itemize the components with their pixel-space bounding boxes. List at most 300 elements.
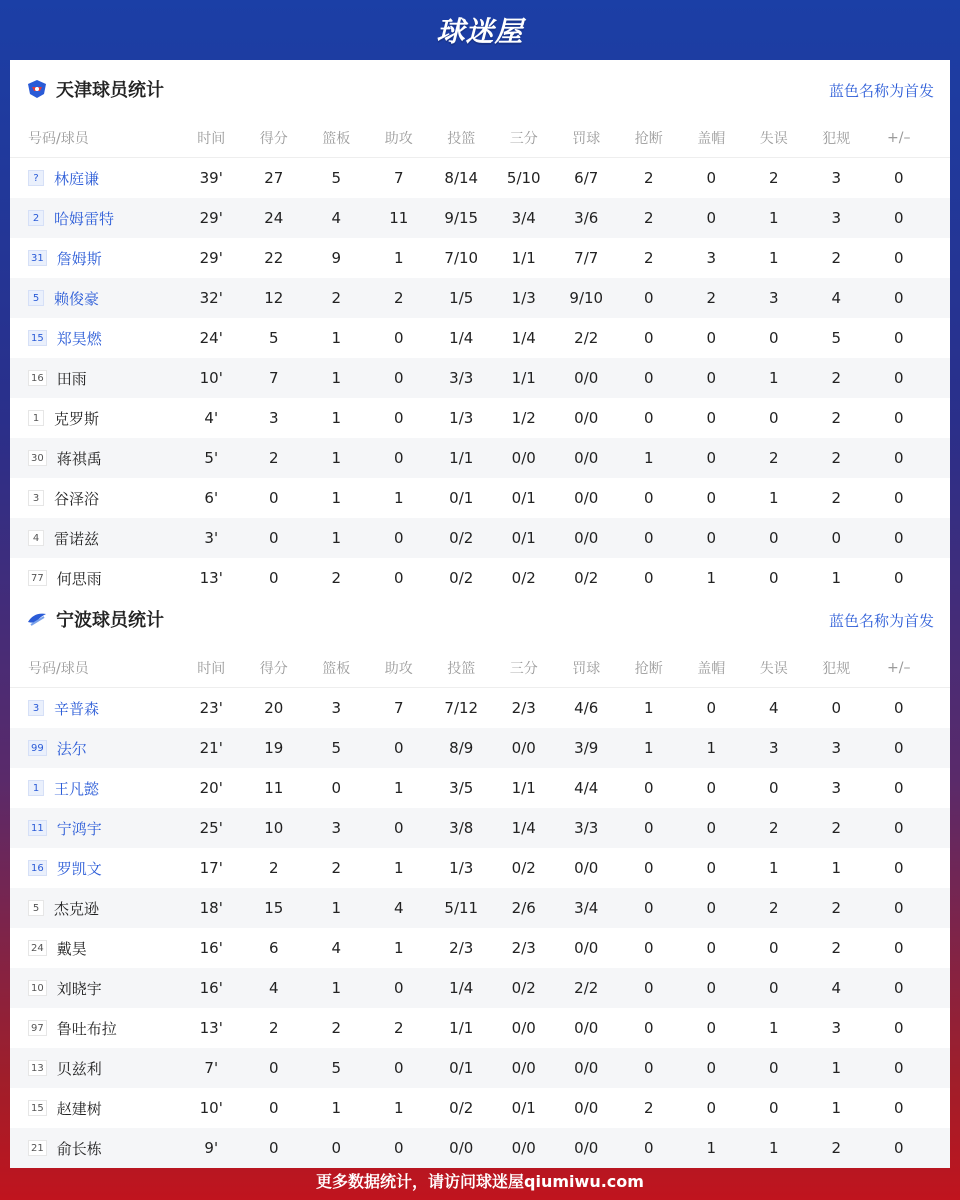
stat-cell: 0/0: [574, 1059, 599, 1077]
stat-cell: 7': [204, 1059, 219, 1077]
stat-cell: 0: [768, 409, 779, 427]
column-header: 犯规: [822, 130, 851, 147]
jersey-number-badge: 16: [28, 370, 47, 386]
table-row[interactable]: [10, 848, 950, 888]
player-name-link[interactable]: 法尔: [56, 739, 87, 758]
stat-cell: 1: [331, 409, 342, 427]
stat-cell: 0: [706, 939, 717, 957]
team-block-1: [10, 590, 950, 1158]
stat-cell: 13': [199, 1019, 223, 1037]
stat-cell: 0: [643, 489, 654, 507]
jersey-number-badge: 30: [28, 450, 47, 466]
stat-cell: 2: [393, 1019, 404, 1037]
stat-cell: 20: [264, 699, 284, 717]
stat-cell: 0: [393, 529, 404, 547]
stat-cell: 0/0: [574, 489, 599, 507]
stat-cell: 2: [831, 489, 842, 507]
stat-cell: 0: [768, 569, 779, 587]
player-name-link[interactable]: 赖俊豪: [54, 289, 100, 308]
player-name-link[interactable]: 鲁吐布拉: [56, 1019, 117, 1038]
stat-cell: 0: [643, 779, 654, 797]
stat-cell: 0: [768, 939, 779, 957]
jersey-number-badge: 5: [28, 900, 44, 916]
jersey-number-badge: 4: [28, 530, 44, 546]
stat-cell: 0: [643, 819, 654, 837]
table-row[interactable]: [10, 1088, 950, 1128]
stat-cell: 2/2: [574, 329, 599, 347]
stat-cell: 15: [264, 899, 284, 917]
stat-cell: 0/2: [449, 569, 474, 587]
stat-cell: 16': [199, 979, 223, 997]
stat-cell: 2: [331, 569, 342, 587]
player-name-link[interactable]: 克罗斯: [54, 409, 100, 428]
stat-cell: 1/3: [449, 859, 474, 877]
stat-cell: 1: [393, 859, 404, 877]
stat-cell: 1: [393, 249, 404, 267]
player-name-link[interactable]: 刘晓宇: [56, 979, 102, 998]
stat-cell: 17': [199, 859, 223, 877]
stat-cell: 3/6: [574, 209, 599, 227]
stat-cell: 0: [893, 489, 904, 507]
stat-cell: 0: [893, 369, 904, 387]
stat-cell: 0: [706, 409, 717, 427]
footer-banner[interactable]: [0, 1160, 960, 1200]
stat-cell: 0: [643, 899, 654, 917]
stat-cell: 0: [893, 819, 904, 837]
stat-cell: 0: [643, 409, 654, 427]
stat-cell: 0: [643, 979, 654, 997]
stat-cell: 1/3: [511, 289, 536, 307]
table-row[interactable]: [10, 158, 950, 198]
stat-cell: 0: [893, 1019, 904, 1037]
player-cell: [10, 248, 180, 269]
stat-cell: 0: [893, 289, 904, 307]
table-row[interactable]: [10, 928, 950, 968]
stat-cell: 18': [199, 899, 223, 917]
player-name-link[interactable]: 林庭谦: [54, 169, 100, 188]
site-logo: 球迷屋: [436, 15, 524, 48]
stat-cell: 1/2: [511, 409, 536, 427]
column-header: 时间: [197, 660, 226, 677]
stat-cell: 11: [389, 209, 409, 227]
stat-cell: 1: [331, 369, 342, 387]
stat-cell: 0/0: [574, 409, 599, 427]
jersey-number-badge: 99: [28, 740, 47, 756]
stat-cell: 0: [768, 779, 779, 797]
stat-cell: 0: [643, 939, 654, 957]
stat-cell: 0/2: [511, 569, 536, 587]
table-row[interactable]: [10, 968, 950, 1008]
stat-cell: 4: [331, 209, 342, 227]
stat-cell: 2: [768, 899, 779, 917]
jersey-number-badge: 3: [28, 490, 44, 506]
player-name-link[interactable]: 赵建树: [56, 1099, 102, 1118]
stat-cell: 0/2: [574, 569, 599, 587]
stat-cell: 3/5: [449, 779, 474, 797]
stat-cell: 5: [331, 1059, 342, 1077]
stat-cell: 0/0: [511, 449, 536, 467]
stat-cell: 1/3: [449, 409, 474, 427]
stat-cell: 4': [204, 409, 219, 427]
player-cell: [10, 208, 180, 229]
stat-cell: 0/0: [574, 1099, 599, 1117]
stat-cell: 0: [893, 329, 904, 347]
stat-cell: 22: [264, 249, 284, 267]
ningbo-team-logo-icon: [26, 608, 48, 630]
team-title-row: [10, 590, 950, 648]
table-row[interactable]: [10, 398, 950, 438]
stat-cell: 0/0: [574, 369, 599, 387]
stat-cell: 24': [199, 329, 223, 347]
player-name-link[interactable]: 雷诺兹: [54, 529, 100, 548]
stat-cell: 0/0: [574, 939, 599, 957]
stat-cell: 1: [768, 489, 779, 507]
player-name-link[interactable]: 戴昊: [56, 939, 87, 958]
stat-cell: 0/0: [511, 1059, 536, 1077]
player-name-link[interactable]: 罗凯文: [56, 859, 102, 878]
stat-cell: 0/2: [511, 979, 536, 997]
player-cell: [10, 898, 180, 919]
column-header: 失误: [759, 660, 788, 677]
stat-cell: 7: [393, 699, 404, 717]
player-name-link[interactable]: 郑昊燃: [56, 329, 102, 348]
player-name-link[interactable]: 俞长栋: [56, 1139, 102, 1158]
stat-cell: 0: [331, 1139, 342, 1157]
stat-cell: 0: [393, 449, 404, 467]
jersey-number-badge: 11: [28, 820, 47, 836]
stat-cell: 0: [643, 329, 654, 347]
stat-cell: 0: [268, 529, 279, 547]
column-header: 篮板: [322, 130, 351, 147]
stat-cell: 1: [331, 529, 342, 547]
stat-cell: 0: [268, 569, 279, 587]
column-header: 助攻: [384, 660, 413, 677]
stat-cell: 27: [264, 169, 284, 187]
stat-cell: 0: [706, 329, 717, 347]
table-row[interactable]: [10, 518, 950, 558]
player-cell: [10, 328, 180, 349]
stat-cell: 0: [831, 529, 842, 547]
player-cell: [10, 568, 180, 589]
jersey-number-badge: 5: [28, 290, 44, 306]
stat-cell: 1/1: [449, 449, 474, 467]
stat-cell: 0: [706, 979, 717, 997]
stat-cell: 0: [268, 1059, 279, 1077]
stat-cell: 0/1: [511, 489, 536, 507]
stat-cell: 1: [706, 569, 717, 587]
column-header: 犯规: [822, 660, 851, 677]
table-header-row: [10, 118, 950, 158]
stat-cell: 0: [893, 979, 904, 997]
stat-cell: 3: [831, 169, 842, 187]
stat-cell: 1: [393, 779, 404, 797]
stat-cell: 2: [331, 1019, 342, 1037]
stat-cell: 0: [893, 569, 904, 587]
stat-cell: 0/2: [449, 529, 474, 547]
table-row[interactable]: [10, 1008, 950, 1048]
stat-cell: 3/4: [511, 209, 536, 227]
stat-cell: 4: [268, 979, 279, 997]
stat-cell: 1: [831, 1059, 842, 1077]
column-header: 罚球: [572, 660, 601, 677]
stat-cell: 2/2: [574, 979, 599, 997]
stat-cell: 0/2: [449, 1099, 474, 1117]
stat-cell: 7: [393, 169, 404, 187]
stat-cell: 1: [643, 449, 654, 467]
stat-cell: 1: [643, 699, 654, 717]
stat-cell: 29': [199, 249, 223, 267]
stat-cell: 0: [706, 779, 717, 797]
table-row[interactable]: [10, 1048, 950, 1088]
stat-cell: 4: [768, 699, 779, 717]
stat-cell: 2: [706, 289, 717, 307]
stat-cell: 2/3: [449, 939, 474, 957]
player-cell: [10, 858, 180, 879]
player-cell: [10, 408, 180, 429]
stat-cell: 19: [264, 739, 284, 757]
stat-cell: 2: [643, 209, 654, 227]
stat-cell: 3: [268, 409, 279, 427]
team-title: 宁波球员统计: [56, 610, 164, 631]
stat-cell: 6': [204, 489, 219, 507]
stats-card: [10, 60, 950, 1160]
column-header: 盖帽: [697, 130, 726, 147]
jersey-number-badge: 31: [28, 250, 47, 266]
stat-cell: 0: [393, 329, 404, 347]
table-row[interactable]: [10, 728, 950, 768]
stat-cell: 0: [643, 1019, 654, 1037]
stat-cell: 1: [331, 329, 342, 347]
stat-cell: 1/4: [511, 329, 536, 347]
stat-cell: 0: [893, 1099, 904, 1117]
player-name-link[interactable]: 蒋祺禹: [56, 449, 102, 468]
teams-container: [10, 60, 950, 1158]
stat-cell: 1: [768, 1139, 779, 1157]
stat-cell: 2: [331, 289, 342, 307]
stat-cell: 39': [199, 169, 223, 187]
stat-cell: 1: [643, 739, 654, 757]
player-name-link[interactable]: 何思雨: [56, 569, 102, 588]
stat-cell: 0: [768, 529, 779, 547]
player-name-link[interactable]: 宁鸿宇: [56, 819, 102, 838]
stat-cell: 7: [268, 369, 279, 387]
stat-cell: 3: [831, 779, 842, 797]
stat-cell: 1: [393, 1099, 404, 1117]
stat-cell: 7/7: [574, 249, 599, 267]
stat-cell: 2: [831, 369, 842, 387]
player-name-link[interactable]: 詹姆斯: [56, 249, 102, 268]
stat-cell: 1: [768, 369, 779, 387]
stat-cell: 0: [706, 169, 717, 187]
stat-cell: 2: [831, 409, 842, 427]
stat-cell: 2/3: [511, 699, 536, 717]
player-cell: [10, 1018, 180, 1039]
jersey-number-badge: 15: [28, 1100, 47, 1116]
stat-cell: 1/1: [511, 369, 536, 387]
stat-cell: 2: [643, 169, 654, 187]
stat-cell: 0: [393, 979, 404, 997]
stat-cell: 0: [393, 819, 404, 837]
stat-cell: 0: [893, 409, 904, 427]
stat-cell: 0: [393, 1059, 404, 1077]
stat-cell: 0: [768, 1059, 779, 1077]
stat-cell: 1: [331, 979, 342, 997]
stat-cell: 1: [768, 859, 779, 877]
stat-cell: 0: [893, 699, 904, 717]
table-row[interactable]: [10, 318, 950, 358]
player-cell: [10, 288, 180, 309]
jersey-number-badge: 15: [28, 330, 47, 346]
stat-cell: 0/0: [574, 859, 599, 877]
stat-cell: 3/9: [574, 739, 599, 757]
stat-cell: 3': [204, 529, 219, 547]
stat-cell: 8/9: [449, 739, 474, 757]
stat-cell: 1/4: [449, 329, 474, 347]
stat-cell: 21': [199, 739, 223, 757]
table-row[interactable]: [10, 438, 950, 478]
stat-cell: 0/0: [574, 1139, 599, 1157]
column-header: 号码/球员: [28, 660, 89, 677]
player-cell: [10, 818, 180, 839]
player-cell: [10, 938, 180, 959]
player-name-link[interactable]: 贝兹利: [56, 1059, 102, 1078]
stat-cell: 0/1: [511, 1099, 536, 1117]
column-header: 罚球: [572, 130, 601, 147]
stat-cell: 3: [331, 699, 342, 717]
table-row[interactable]: [10, 238, 950, 278]
stat-cell: 23': [199, 699, 223, 717]
stat-cell: 8/14: [444, 169, 479, 187]
stat-cell: 0: [393, 739, 404, 757]
stat-cell: 5/11: [444, 899, 479, 917]
jersey-number-badge: 1: [28, 410, 44, 426]
stat-cell: 20': [199, 779, 223, 797]
player-name-link[interactable]: 哈姆雷特: [54, 209, 115, 228]
stat-cell: 0: [768, 1099, 779, 1117]
table-row[interactable]: [10, 278, 950, 318]
stat-cell: 3/8: [449, 819, 474, 837]
stat-cell: 1: [831, 569, 842, 587]
stat-cell: 2: [768, 169, 779, 187]
stat-cell: 1: [331, 449, 342, 467]
stat-cell: 1: [768, 209, 779, 227]
stat-cell: 1: [331, 1099, 342, 1117]
column-header: 抢断: [634, 660, 663, 677]
stat-cell: 0: [893, 899, 904, 917]
player-name-link[interactable]: 王凡懿: [54, 779, 100, 798]
stat-cell: 2: [268, 859, 279, 877]
column-header: 得分: [259, 130, 288, 147]
jersey-number-badge: 24: [28, 940, 47, 956]
player-name-link[interactable]: 辛普森: [54, 699, 100, 718]
stat-cell: 1/1: [511, 249, 536, 267]
player-cell: [10, 1058, 180, 1079]
table-row[interactable]: [10, 198, 950, 238]
table-row[interactable]: [10, 808, 950, 848]
stat-cell: 7/10: [444, 249, 479, 267]
jersey-number-badge: 1: [28, 780, 44, 796]
stat-cell: 10': [199, 369, 223, 387]
column-header: 失误: [759, 130, 788, 147]
stat-cell: 0: [893, 779, 904, 797]
player-cell: [10, 1098, 180, 1119]
table-row[interactable]: [10, 768, 950, 808]
team-block-0: [10, 60, 950, 590]
player-cell: [10, 488, 180, 509]
column-header: 篮板: [322, 660, 351, 677]
stat-cell: 2/3: [511, 939, 536, 957]
stat-cell: 0/0: [574, 1019, 599, 1037]
stat-cell: 5': [204, 449, 219, 467]
table-row[interactable]: [10, 478, 950, 518]
player-cell: [10, 1138, 180, 1159]
stat-cell: 0/0: [511, 1019, 536, 1037]
column-header: +/–: [887, 129, 911, 146]
stat-cell: 0: [393, 569, 404, 587]
stat-cell: 0: [706, 1059, 717, 1077]
team-title: 天津球员统计: [56, 80, 164, 101]
stat-cell: 0: [643, 289, 654, 307]
stat-cell: 0: [893, 1139, 904, 1157]
jersey-number-badge: 10: [28, 980, 47, 996]
stat-cell: 0: [706, 899, 717, 917]
jersey-number-badge: 13: [28, 1060, 47, 1076]
stat-cell: 6: [268, 939, 279, 957]
table-row[interactable]: [10, 358, 950, 398]
stat-cell: 0: [268, 489, 279, 507]
table-row[interactable]: [10, 888, 950, 928]
stat-cell: 1: [706, 739, 717, 757]
stat-cell: 3: [331, 819, 342, 837]
stat-cell: 3: [768, 739, 779, 757]
player-name-link[interactable]: 杰克逊: [54, 899, 100, 918]
stat-cell: 0: [893, 169, 904, 187]
stat-cell: 0/1: [449, 489, 474, 507]
stat-cell: 1/5: [449, 289, 474, 307]
player-name-link[interactable]: 田雨: [56, 369, 87, 388]
stat-cell: 1: [706, 1139, 717, 1157]
stat-cell: 1: [331, 899, 342, 917]
stat-cell: 0/2: [511, 859, 536, 877]
player-cell: [10, 738, 180, 759]
stat-cell: 0: [393, 369, 404, 387]
stat-cell: 0: [893, 739, 904, 757]
stat-cell: 0: [393, 409, 404, 427]
stat-cell: 0/0: [511, 739, 536, 757]
stat-cell: 3: [768, 289, 779, 307]
stat-cell: 4: [831, 289, 842, 307]
stat-cell: 0/1: [511, 529, 536, 547]
stat-cell: 0: [706, 489, 717, 507]
player-cell: [10, 168, 180, 189]
player-name-link[interactable]: 谷泽浴: [54, 489, 100, 508]
stat-cell: 0: [893, 939, 904, 957]
stat-cell: 0: [268, 1099, 279, 1117]
table-row[interactable]: [10, 688, 950, 728]
column-header: 三分: [509, 660, 538, 677]
stat-cell: 10: [264, 819, 284, 837]
stat-cell: 12: [264, 289, 284, 307]
player-stats-table: [10, 648, 950, 1168]
player-stats-table: [10, 118, 950, 598]
jersey-number-badge: 97: [28, 1020, 47, 1036]
jersey-number-badge: 2: [28, 210, 44, 226]
player-cell: [10, 698, 180, 719]
stat-cell: 0: [643, 1139, 654, 1157]
stat-cell: 3/3: [449, 369, 474, 387]
stat-cell: 0: [643, 859, 654, 877]
player-cell: [10, 368, 180, 389]
